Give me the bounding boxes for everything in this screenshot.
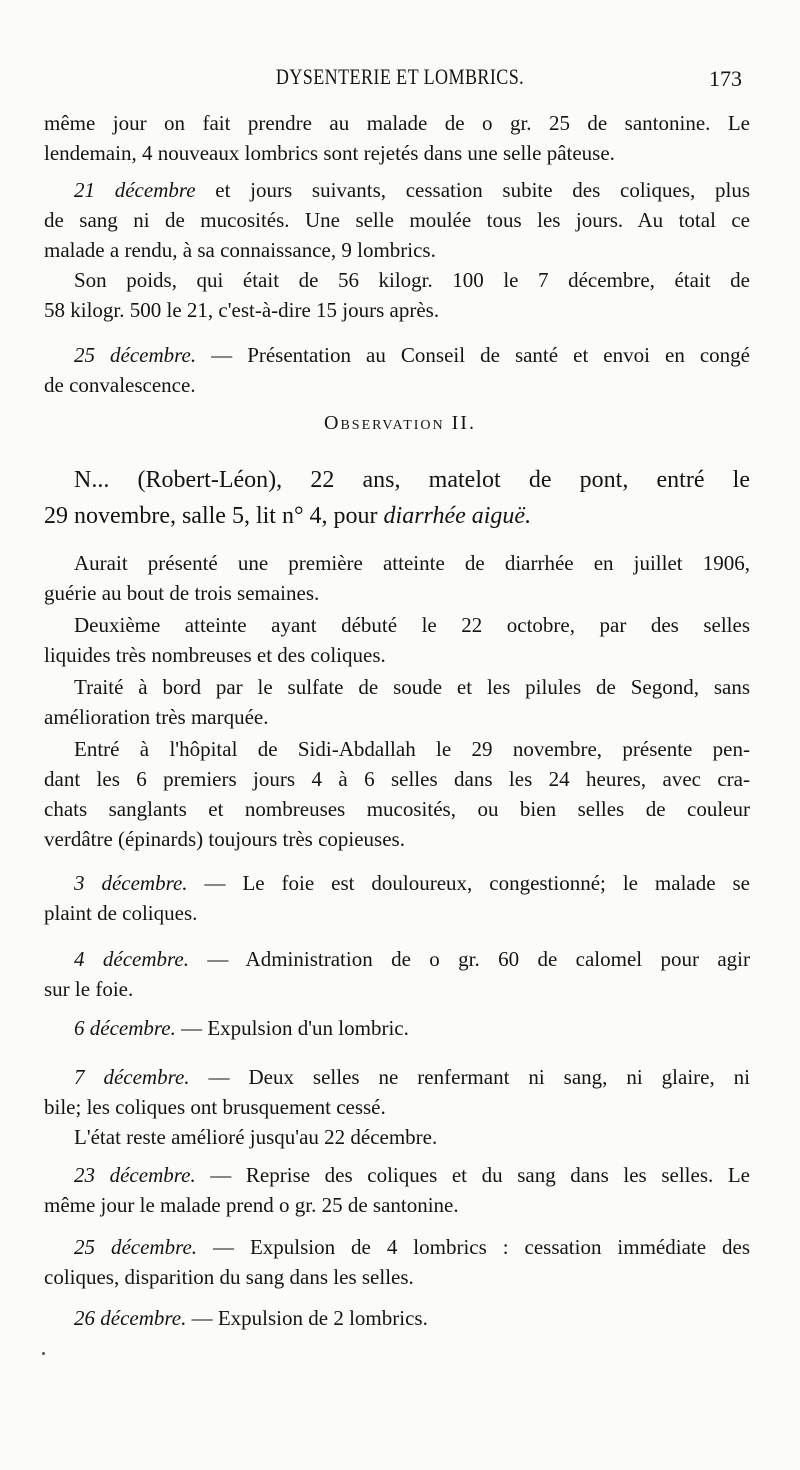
text-line: amélioration très marquée. [44,705,269,729]
paragraph-23-decembre [44,1160,750,1220]
diagnosis: diarrhée aiguë. [383,503,532,529]
text-fragment: — Deux selles ne renfermant ni sang, ni glaire, ni [189,1065,751,1089]
paragraph-25-decembre-2 [44,1232,750,1292]
text-line: bile; les coliques ont brusquement cessé. [44,1095,386,1119]
paragraph-3-decembre [44,868,750,928]
date-label: 7 décembre. [74,1065,190,1089]
date-label: 23 décembre. [74,1163,196,1187]
text-line: liquides très nombreuses et des coliques. [44,643,386,667]
text-line: coliques, disparition du sang dans les selles. [44,1265,414,1289]
paragraph-7-decembre [44,1062,750,1122]
date-label: 6 décembre. [74,1016,176,1040]
text-line: guérie au bout de trois semaines. [44,581,320,605]
paragraph-6-decembre [44,1013,750,1043]
text-line: dant les 6 premiers jours 4 à 6 selles dans les 24 heures, avec cra- [44,767,750,791]
text-line: Traité à bord par le sulfate de soude et les pilules de Segond, sans [74,675,750,699]
paragraph-traite-a-bord [44,672,750,732]
text-line: lendemain, 4 nouveaux lombrics sont rejetés dans une selle pâteuse. [44,141,615,165]
text-line: N... (Robert-Léon), 22 ans, matelot de pont, entré le [74,467,750,493]
text-line: malade a rendu, à sa connaissance, 9 lombrics. [44,238,436,262]
date-label: 21 décembre [74,178,196,202]
date-label: 25 décembre. [74,343,197,367]
text-fragment: — Le foie est douloureux, congestionné; le malade se [187,871,750,895]
text-fragment: — Reprise des coliques et du sang dans les selles. Le [195,1163,750,1187]
text-fragment: — Administration de o gr. 60 de calomel pour agir [188,947,750,971]
text-line: verdâtre (épinards) toujours très copieuses. [44,827,405,851]
date-label: 26 décembre. [74,1306,187,1330]
text-line: chats sanglants et nombreuses mucosités, ou bien selles de couleur [44,797,750,821]
paragraph-21-decembre [44,175,750,265]
paragraph-etat-ameliore [44,1122,750,1152]
text-line: Deuxième atteinte ayant débuté le 22 octobre, par des selles [74,613,750,637]
text-fragment: — Présentation au Conseil de santé et envoi en congé [196,343,750,367]
paragraph-poids [44,265,750,325]
paragraph-premiere-atteinte [44,548,750,608]
paragraph-25-decembre [44,340,750,400]
text-fragment: — Expulsion de 4 lombrics : cessation immédiate des [197,1235,751,1259]
text-line: même jour on fait prendre au malade de o gr. 25 de santonine. Le [44,111,750,135]
text-fragment: — Expulsion d'un lombric. [175,1016,409,1040]
text-fragment: — Expulsion de 2 lombrics. [186,1306,428,1330]
date-label: 3 décembre. [74,871,188,895]
date-label: 4 décembre. [74,947,189,971]
text-line: Entré à l'hôpital de Sidi-Abdallah le 29 novembre, présente pen- [74,737,750,761]
page-number: 173 [709,66,742,91]
print-speck [42,1352,45,1355]
text-fragment: 29 novembre, salle 5, lit n° 4, pour [44,503,384,529]
paragraph-santonine [44,108,750,168]
text-line: de convalescence. [44,373,196,397]
text-line: Son poids, qui était de 56 kilogr. 100 le 7 décembre, était de [74,268,750,292]
paragraph-deuxieme-atteinte [44,610,750,670]
page-header [0,60,800,94]
text-line: de sang ni de mucosités. Une selle moulée tous les jours. Au total ce [44,208,750,232]
running-title: DYSENTERIE ET LOMBRICS. [275,64,525,89]
text-line: L'état reste amélioré jusqu'au 22 décembre. [74,1125,438,1149]
text-line: sur le foie. [44,977,134,1001]
observation-heading: Observation II. [324,412,476,434]
paragraph-entre-hopital [44,734,750,854]
text-line: même jour le malade prend o gr. 25 de santonine. [44,1193,459,1217]
paragraph-26-decembre [44,1303,750,1333]
date-label: 25 décembre. [74,1235,198,1259]
text-fragment: et jours suivants, cessation subite des coliques, plus [195,178,750,202]
paragraph-patient-intro [44,462,750,534]
text-line: plaint de coliques. [44,901,198,925]
paragraph-4-decembre [44,944,750,1004]
text-line: Aurait présenté une première atteinte de diarrhée en juillet 1906, [74,551,750,575]
text-line: 58 kilogr. 500 le 21, c'est-à-dire 15 jours après. [44,298,440,322]
